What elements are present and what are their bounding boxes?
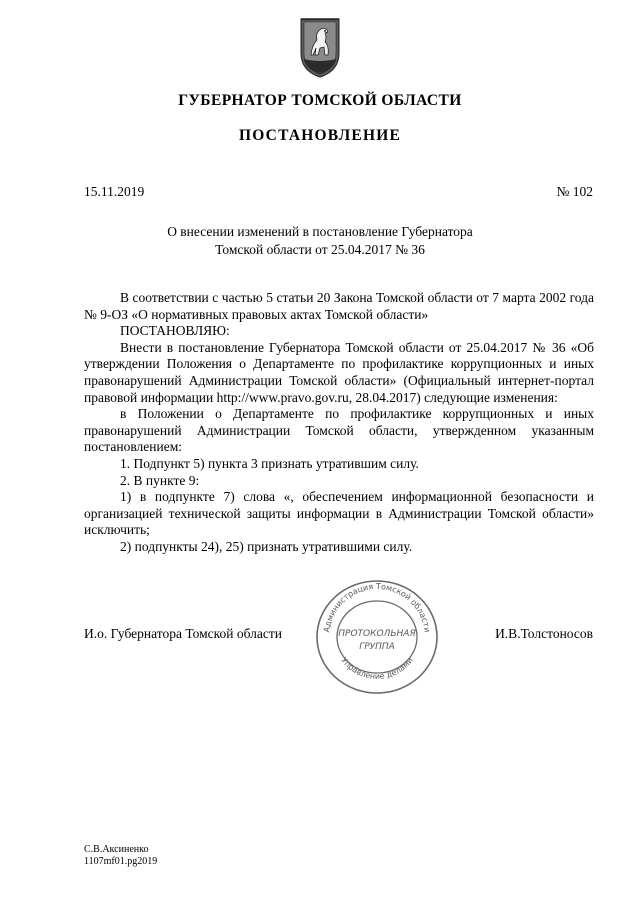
item-1-paragraph: 1. Подпункт 5) пункта 3 признать утратившим силу. — [120, 455, 419, 471]
item-2-2-paragraph: 2) подпункты 24), 25) признать утратившими силу. — [120, 538, 413, 554]
subject-line-1: О внесении изменений в постановление Губернатора — [167, 224, 473, 239]
issuer-title: ГУБЕРНАТОР ТОМСКОЙ ОБЛАСТИ — [178, 92, 462, 109]
document-type: ПОСТАНОВЛЕНИЕ — [238, 127, 402, 144]
item-2-1-paragraph: 1) в подпункте 7) слова «, обеспечением информационной безопасности и организацией технической защиты информации в Администрации Томской области» исключить; — [84, 489, 594, 538]
stamp-ring-text: Администрация Томской области — [322, 581, 432, 633]
preamble-paragraph: В соответствии с частью 5 статьи 20 Закона Томской области от 7 марта 2002 года № 9-ОЗ «О нормативных правовых актах Томской области» — [84, 290, 594, 322]
tomsk-coat-of-arms-icon — [295, 15, 345, 79]
footer-author: С.В.Аксиненко — [84, 844, 149, 855]
footer-file-ref: 1107mf01.pg2019 — [84, 856, 158, 867]
stamp-center-line-2: ГРУППА — [359, 642, 395, 652]
subject-line-2: Томской области от 25.04.2017 № 36 — [215, 242, 425, 257]
document-date: 15.11.2019 — [84, 184, 145, 199]
signatory-position: И.о. Губернатора Томской области — [84, 626, 282, 641]
official-stamp — [313, 578, 441, 696]
signatory-name: И.В.Толстоносов — [495, 626, 593, 641]
document-number: № 102 — [556, 184, 593, 199]
document-body — [84, 290, 594, 556]
resolve-paragraph: ПОСТАНОВЛЯЮ: — [120, 323, 230, 339]
document-subject — [0, 223, 640, 259]
amendment-intro-paragraph: Внести в постановление Губернатора Томской области от 25.04.2017 № 36 «Об утверждении Положения о Департаменте по профилактике коррупционных и иных правонарушений Администрации Томской области» (Официальный интернет-портал правовой информации http://www.pravo.gov.ru, 28.04.2017) следующие изменения: — [84, 339, 594, 405]
stamp-bottom-text: Управление делами — [339, 655, 415, 681]
footer-block — [84, 844, 157, 868]
stamp-center-line-1: ПРОТОКОЛЬНАЯ — [338, 629, 416, 639]
item-2-paragraph: 2. В пункте 9: — [120, 472, 200, 488]
regulation-paragraph: в Положении о Департаменте по профилактике коррупционных и иных правонарушений Администрации Томской области, утвержденном указанным постановлением: — [84, 406, 594, 455]
